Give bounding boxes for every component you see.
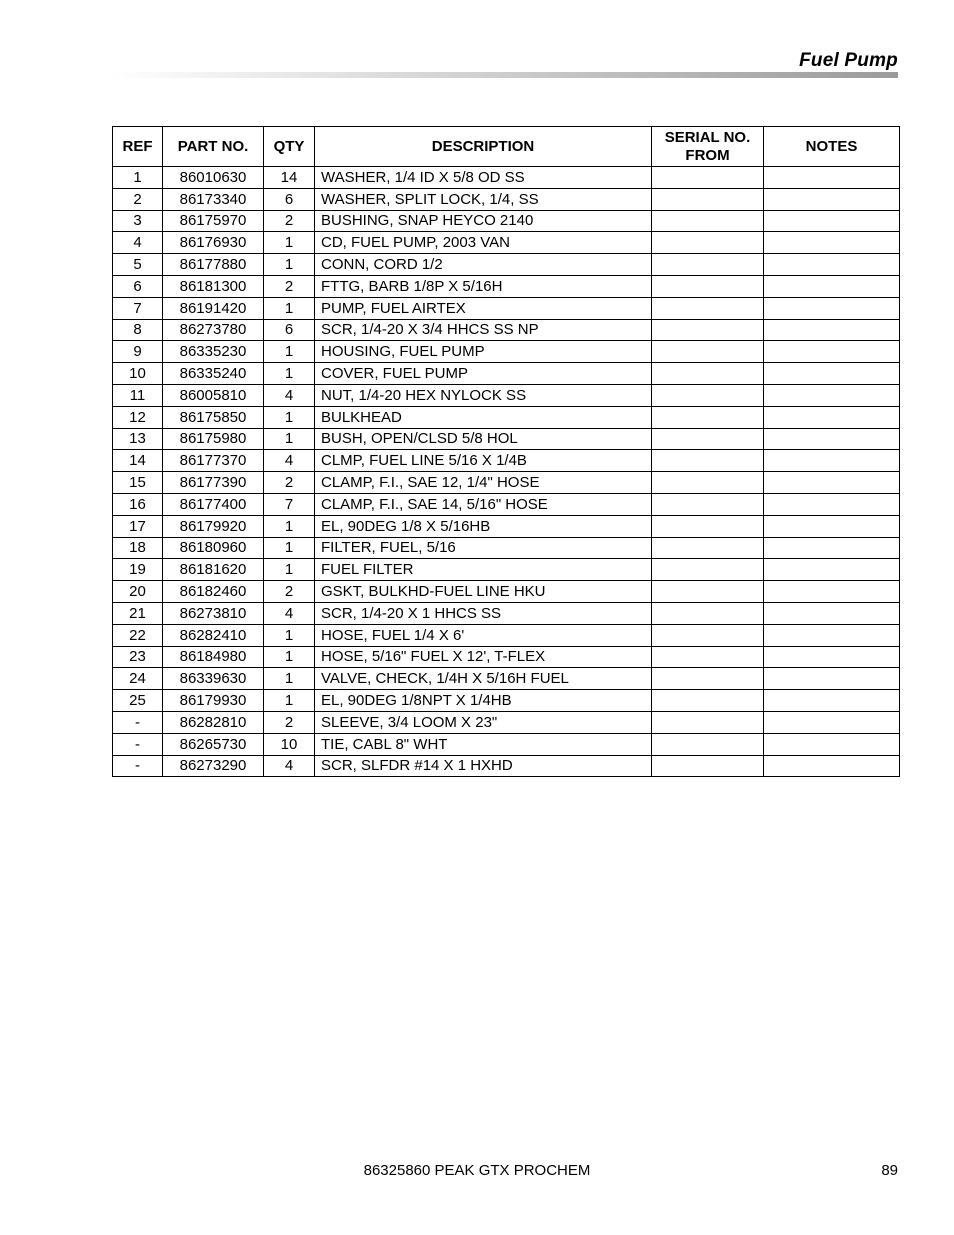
table-row xyxy=(113,406,900,428)
cell-qty: 4 xyxy=(264,384,315,406)
cell-qty: 1 xyxy=(264,406,315,428)
cell-serial-no-from xyxy=(652,275,764,297)
cell-description: BUSH, OPEN/CLSD 5/8 HOL xyxy=(315,428,652,450)
cell-part-no: 86179920 xyxy=(163,515,264,537)
section-title: Fuel Pump xyxy=(799,50,898,71)
cell-ref: 6 xyxy=(113,275,163,297)
cell-ref: - xyxy=(113,733,163,755)
cell-description: CLMP, FUEL LINE 5/16 X 1/4B xyxy=(315,450,652,472)
cell-part-no: 86175970 xyxy=(163,210,264,232)
cell-serial-no-from xyxy=(652,515,764,537)
table-row xyxy=(113,297,900,319)
cell-qty: 1 xyxy=(264,515,315,537)
cell-serial-no-from xyxy=(652,537,764,559)
column-header-part-no: PART NO. xyxy=(163,127,264,167)
cell-description: SCR, 1/4-20 X 3/4 HHCS SS NP xyxy=(315,319,652,341)
cell-serial-no-from xyxy=(652,755,764,777)
cell-notes xyxy=(764,210,900,232)
cell-qty: 4 xyxy=(264,755,315,777)
table-row xyxy=(113,210,900,232)
cell-serial-no-from xyxy=(652,690,764,712)
cell-description: CLAMP, F.I., SAE 12, 1/4" HOSE xyxy=(315,472,652,494)
cell-serial-no-from xyxy=(652,450,764,472)
parts-table-body xyxy=(113,167,900,777)
footer-document-title: 86325860 PEAK GTX PROCHEM xyxy=(363,1162,591,1179)
cell-qty: 10 xyxy=(264,733,315,755)
table-row xyxy=(113,254,900,276)
cell-notes xyxy=(764,428,900,450)
cell-notes xyxy=(764,668,900,690)
cell-qty: 1 xyxy=(264,341,315,363)
cell-notes xyxy=(764,602,900,624)
table-row xyxy=(113,646,900,668)
cell-part-no: 86177400 xyxy=(163,493,264,515)
cell-part-no: 86273810 xyxy=(163,602,264,624)
table-row xyxy=(113,755,900,777)
cell-ref: 13 xyxy=(113,428,163,450)
cell-ref: 19 xyxy=(113,559,163,581)
table-row xyxy=(113,733,900,755)
table-row xyxy=(113,515,900,537)
footer-page-number: 89 xyxy=(881,1162,898,1179)
cell-qty: 4 xyxy=(264,602,315,624)
table-row xyxy=(113,711,900,733)
column-header-notes: NOTES xyxy=(764,127,900,167)
table-row xyxy=(113,690,900,712)
cell-description: CD, FUEL PUMP, 2003 VAN xyxy=(315,232,652,254)
cell-notes xyxy=(764,297,900,319)
cell-ref: 16 xyxy=(113,493,163,515)
cell-qty: 1 xyxy=(264,537,315,559)
cell-ref: 18 xyxy=(113,537,163,559)
cell-qty: 14 xyxy=(264,167,315,189)
cell-serial-no-from xyxy=(652,493,764,515)
cell-ref: 1 xyxy=(113,167,163,189)
table-row xyxy=(113,384,900,406)
cell-description: SLEEVE, 3/4 LOOM X 23" xyxy=(315,711,652,733)
cell-ref: 22 xyxy=(113,624,163,646)
table-row xyxy=(113,450,900,472)
cell-description: TIE, CABL 8" WHT xyxy=(315,733,652,755)
cell-qty: 1 xyxy=(264,690,315,712)
cell-notes xyxy=(764,755,900,777)
cell-part-no: 86184980 xyxy=(163,646,264,668)
cell-part-no: 86175980 xyxy=(163,428,264,450)
table-row xyxy=(113,363,900,385)
cell-part-no: 86335240 xyxy=(163,363,264,385)
table-row xyxy=(113,668,900,690)
cell-part-no: 86176930 xyxy=(163,232,264,254)
cell-serial-no-from xyxy=(652,406,764,428)
header-rule xyxy=(110,72,898,78)
cell-description: WASHER, 1/4 ID X 5/8 OD SS xyxy=(315,167,652,189)
cell-ref: 10 xyxy=(113,363,163,385)
cell-ref: 12 xyxy=(113,406,163,428)
cell-part-no: 86177370 xyxy=(163,450,264,472)
cell-serial-no-from xyxy=(652,384,764,406)
cell-notes xyxy=(764,537,900,559)
cell-description: CONN, CORD 1/2 xyxy=(315,254,652,276)
cell-notes xyxy=(764,690,900,712)
cell-description: GSKT, BULKHD-FUEL LINE HKU xyxy=(315,581,652,603)
cell-qty: 1 xyxy=(264,254,315,276)
cell-notes xyxy=(764,472,900,494)
table-row xyxy=(113,493,900,515)
cell-serial-no-from xyxy=(652,232,764,254)
cell-serial-no-from xyxy=(652,472,764,494)
cell-qty: 1 xyxy=(264,624,315,646)
cell-qty: 2 xyxy=(264,472,315,494)
cell-ref: 21 xyxy=(113,602,163,624)
cell-description: VALVE, CHECK, 1/4H X 5/16H FUEL xyxy=(315,668,652,690)
cell-description: CLAMP, F.I., SAE 14, 5/16" HOSE xyxy=(315,493,652,515)
cell-ref: 2 xyxy=(113,188,163,210)
column-header-description: DESCRIPTION xyxy=(315,127,652,167)
cell-description: WASHER, SPLIT LOCK, 1/4, SS xyxy=(315,188,652,210)
cell-qty: 6 xyxy=(264,319,315,341)
cell-serial-no-from xyxy=(652,319,764,341)
cell-part-no: 86282810 xyxy=(163,711,264,733)
cell-qty: 2 xyxy=(264,275,315,297)
cell-qty: 7 xyxy=(264,493,315,515)
cell-ref: - xyxy=(113,755,163,777)
cell-serial-no-from xyxy=(652,646,764,668)
cell-qty: 1 xyxy=(264,297,315,319)
cell-description: NUT, 1/4-20 HEX NYLOCK SS xyxy=(315,384,652,406)
cell-notes xyxy=(764,646,900,668)
cell-qty: 6 xyxy=(264,188,315,210)
cell-serial-no-from xyxy=(652,602,764,624)
table-row xyxy=(113,602,900,624)
cell-notes xyxy=(764,275,900,297)
cell-qty: 2 xyxy=(264,711,315,733)
cell-notes xyxy=(764,450,900,472)
cell-notes xyxy=(764,319,900,341)
cell-ref: 3 xyxy=(113,210,163,232)
cell-description: FUEL FILTER xyxy=(315,559,652,581)
column-header-qty: QTY xyxy=(264,127,315,167)
cell-ref: 11 xyxy=(113,384,163,406)
cell-part-no: 86191420 xyxy=(163,297,264,319)
cell-part-no: 86175850 xyxy=(163,406,264,428)
cell-notes xyxy=(764,733,900,755)
table-row xyxy=(113,341,900,363)
cell-ref: 9 xyxy=(113,341,163,363)
cell-part-no: 86265730 xyxy=(163,733,264,755)
cell-serial-no-from xyxy=(652,581,764,603)
cell-serial-no-from xyxy=(652,210,764,232)
cell-part-no: 86282410 xyxy=(163,624,264,646)
cell-part-no: 86179930 xyxy=(163,690,264,712)
cell-description: COVER, FUEL PUMP xyxy=(315,363,652,385)
cell-qty: 1 xyxy=(264,428,315,450)
table-row xyxy=(113,472,900,494)
cell-description: FTTG, BARB 1/8P X 5/16H xyxy=(315,275,652,297)
cell-part-no: 86005810 xyxy=(163,384,264,406)
cell-description: FILTER, FUEL, 5/16 xyxy=(315,537,652,559)
cell-part-no: 86181620 xyxy=(163,559,264,581)
cell-notes xyxy=(764,167,900,189)
cell-notes xyxy=(764,363,900,385)
cell-qty: 1 xyxy=(264,232,315,254)
cell-notes xyxy=(764,581,900,603)
table-row xyxy=(113,428,900,450)
cell-notes xyxy=(764,406,900,428)
cell-notes xyxy=(764,515,900,537)
cell-qty: 4 xyxy=(264,450,315,472)
table-header-row xyxy=(113,127,900,167)
cell-notes xyxy=(764,711,900,733)
column-header-serial-no-from: SERIAL NO. FROM xyxy=(652,127,764,167)
parts-table xyxy=(112,126,900,777)
cell-notes xyxy=(764,384,900,406)
cell-notes xyxy=(764,232,900,254)
cell-qty: 1 xyxy=(264,559,315,581)
cell-part-no: 86335230 xyxy=(163,341,264,363)
cell-description: HOSE, 5/16" FUEL X 12', T-FLEX xyxy=(315,646,652,668)
cell-notes xyxy=(764,341,900,363)
cell-description: HOSE, FUEL 1/4 X 6' xyxy=(315,624,652,646)
table-row xyxy=(113,581,900,603)
cell-ref: 4 xyxy=(113,232,163,254)
cell-description: BULKHEAD xyxy=(315,406,652,428)
table-row xyxy=(113,624,900,646)
cell-notes xyxy=(764,188,900,210)
cell-serial-no-from xyxy=(652,428,764,450)
cell-serial-no-from xyxy=(652,363,764,385)
table-row xyxy=(113,537,900,559)
cell-description: BUSHING, SNAP HEYCO 2140 xyxy=(315,210,652,232)
table-row xyxy=(113,275,900,297)
cell-ref: 24 xyxy=(113,668,163,690)
cell-part-no: 86173340 xyxy=(163,188,264,210)
cell-part-no: 86177390 xyxy=(163,472,264,494)
cell-qty: 1 xyxy=(264,363,315,385)
cell-part-no: 86010630 xyxy=(163,167,264,189)
cell-ref: 14 xyxy=(113,450,163,472)
cell-notes xyxy=(764,559,900,581)
cell-qty: 2 xyxy=(264,581,315,603)
cell-notes xyxy=(764,624,900,646)
cell-ref: 17 xyxy=(113,515,163,537)
cell-serial-no-from xyxy=(652,341,764,363)
cell-serial-no-from xyxy=(652,254,764,276)
cell-part-no: 86180960 xyxy=(163,537,264,559)
cell-ref: 25 xyxy=(113,690,163,712)
cell-description: PUMP, FUEL AIRTEX xyxy=(315,297,652,319)
cell-notes xyxy=(764,254,900,276)
table-row xyxy=(113,232,900,254)
cell-ref: - xyxy=(113,711,163,733)
cell-qty: 2 xyxy=(264,210,315,232)
cell-part-no: 86273780 xyxy=(163,319,264,341)
cell-qty: 1 xyxy=(264,668,315,690)
cell-part-no: 86273290 xyxy=(163,755,264,777)
cell-serial-no-from xyxy=(652,167,764,189)
cell-description: SCR, SLFDR #14 X 1 HXHD xyxy=(315,755,652,777)
column-header-ref: REF xyxy=(113,127,163,167)
table-row xyxy=(113,319,900,341)
cell-ref: 8 xyxy=(113,319,163,341)
cell-ref: 15 xyxy=(113,472,163,494)
cell-serial-no-from xyxy=(652,297,764,319)
cell-serial-no-from xyxy=(652,668,764,690)
cell-description: HOUSING, FUEL PUMP xyxy=(315,341,652,363)
cell-part-no: 86177880 xyxy=(163,254,264,276)
cell-serial-no-from xyxy=(652,711,764,733)
table-row xyxy=(113,188,900,210)
cell-notes xyxy=(764,493,900,515)
cell-qty: 1 xyxy=(264,646,315,668)
cell-part-no: 86339630 xyxy=(163,668,264,690)
cell-part-no: 86182460 xyxy=(163,581,264,603)
cell-part-no: 86181300 xyxy=(163,275,264,297)
table-row xyxy=(113,559,900,581)
cell-serial-no-from xyxy=(652,559,764,581)
cell-ref: 5 xyxy=(113,254,163,276)
cell-description: EL, 90DEG 1/8 X 5/16HB xyxy=(315,515,652,537)
cell-ref: 23 xyxy=(113,646,163,668)
cell-serial-no-from xyxy=(652,624,764,646)
cell-description: SCR, 1/4-20 X 1 HHCS SS xyxy=(315,602,652,624)
cell-serial-no-from xyxy=(652,733,764,755)
cell-ref: 20 xyxy=(113,581,163,603)
cell-serial-no-from xyxy=(652,188,764,210)
cell-description: EL, 90DEG 1/8NPT X 1/4HB xyxy=(315,690,652,712)
table-row xyxy=(113,167,900,189)
cell-ref: 7 xyxy=(113,297,163,319)
